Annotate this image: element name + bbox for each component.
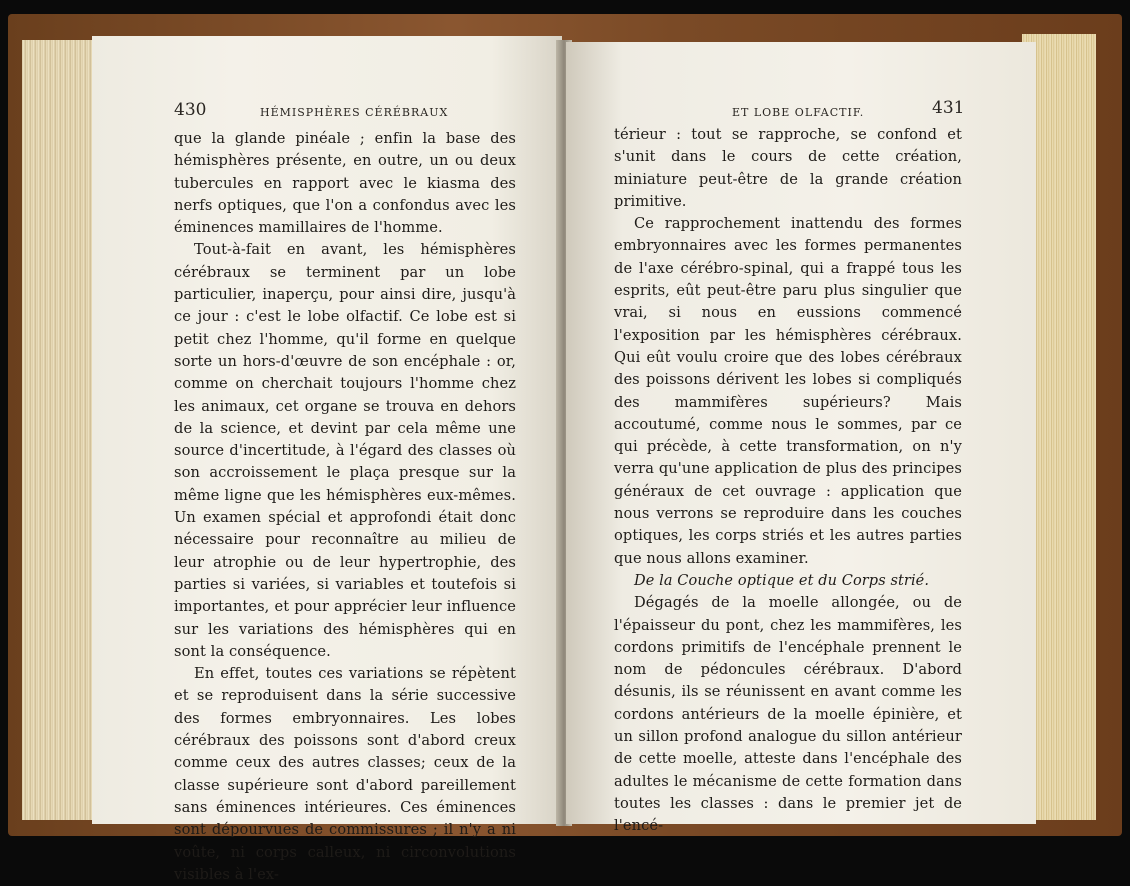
- right-page-body: [614, 124, 962, 838]
- paragraph: Tout-à-fait en avant, les hémisphères cérébraux se terminent par un lobe particulier, inaperçu, pour ainsi dire, jusqu'à ce jour : c'est le lobe olfactif. Ce lobe est si petit chez l'homme, qu'il forme en quelque sorte un hors-d'œuvre de son encéphale : or, comme on cherchait toujours l'homme chez les animaux, cet organe se trouva en dehors de la science, et devint par cela même une source d'incertitude, à l'égard des classes où son accroissement le plaça presque sur la même ligne que les hémisphères eux-mêmes. Un examen spécial et approfondi était donc nécessaire pour reconnaître au milieu de leur atrophie ou de leur hypertrophie, des parties si variées, si variables et toutefois si importantes, et pour apprécier leur influence sur les variations des hémisphères qui en sont la conséquence.: [174, 241, 516, 660]
- paragraph: Ce rapprochement inattendu des formes embryonnaires avec les formes permanentes de l'axe cérébro-spinal, qui a frappé tous les esprits, eût peut-être paru plus singulier que vrai, si nous en eussions commencé l'exposition par les hémisphères cérébraux. Qui eût voulu croire que des lobes cérébraux des poissons dérivent les lobes si compliqués des mammifères supérieurs? Mais accoutumé, comme nous le sommes, par ce qui précède, à cette transformation, on n'y verra qu'une application de plus des principes généraux de cet ouvrage : application que nous verrons se reproduire dans les couches optiques, les corps striés et les autres parties que nous allons examiner.: [614, 215, 962, 567]
- page-number-left: 430: [174, 100, 207, 120]
- paragraph: Dégagés de la moelle allongée, ou de l'épaisseur du pont, chez les mammifères, les cordons primitifs de l'encéphale prennent le nom de pédoncules cérébraux. D'abord désunis, ils se réunissent en avant comme les cordons antérieurs de la moelle épinière, et un sillon profond analogue du sillon antérieur de cette moelle, atteste dans l'encéphale des adultes le mécanisme de cette formation dans toutes les classes : dans le premier jet de l'encé-: [614, 594, 962, 835]
- left-page-body: [174, 128, 516, 886]
- paragraph: que la glande pinéale ; enfin la base des hémisphères présente, en outre, un ou deux tubercules en rapport avec le kiasma des nerfs optiques, que l'on a confondus avec les éminences mamillaires de l'homme.: [174, 130, 516, 237]
- section-title: De la Couche optique et du Corps strié.: [634, 572, 930, 589]
- paragraph: En effet, toutes ces variations se répètent et se reproduisent dans la série successive des formes embryonnaires. Les lobes cérébraux des poissons sont d'abord creux comme ceux des autres classes; ceux de la classe supérieure sont d'abord pareillement sans éminences intérieures. Ces éminences sont dépourvues de commissures ; il n'y a ni voûte, ni corps calleux, ni circonvolutions visibles à l'ex-: [174, 665, 516, 883]
- page-number-right: 431: [932, 98, 965, 118]
- left-page-edges: [22, 40, 102, 820]
- paragraph: térieur : tout se rapproche, se confond et s'unit dans le cours de cette création, miniature peut-être de la grande création primitive.: [614, 126, 962, 210]
- left-page: [92, 36, 562, 883]
- running-head-right: ET LOBE OLFACTIF.: [732, 106, 865, 119]
- running-head-left: HÉMISPHÈRES CÉRÉBRAUX: [260, 106, 449, 119]
- right-page: [566, 42, 1036, 835]
